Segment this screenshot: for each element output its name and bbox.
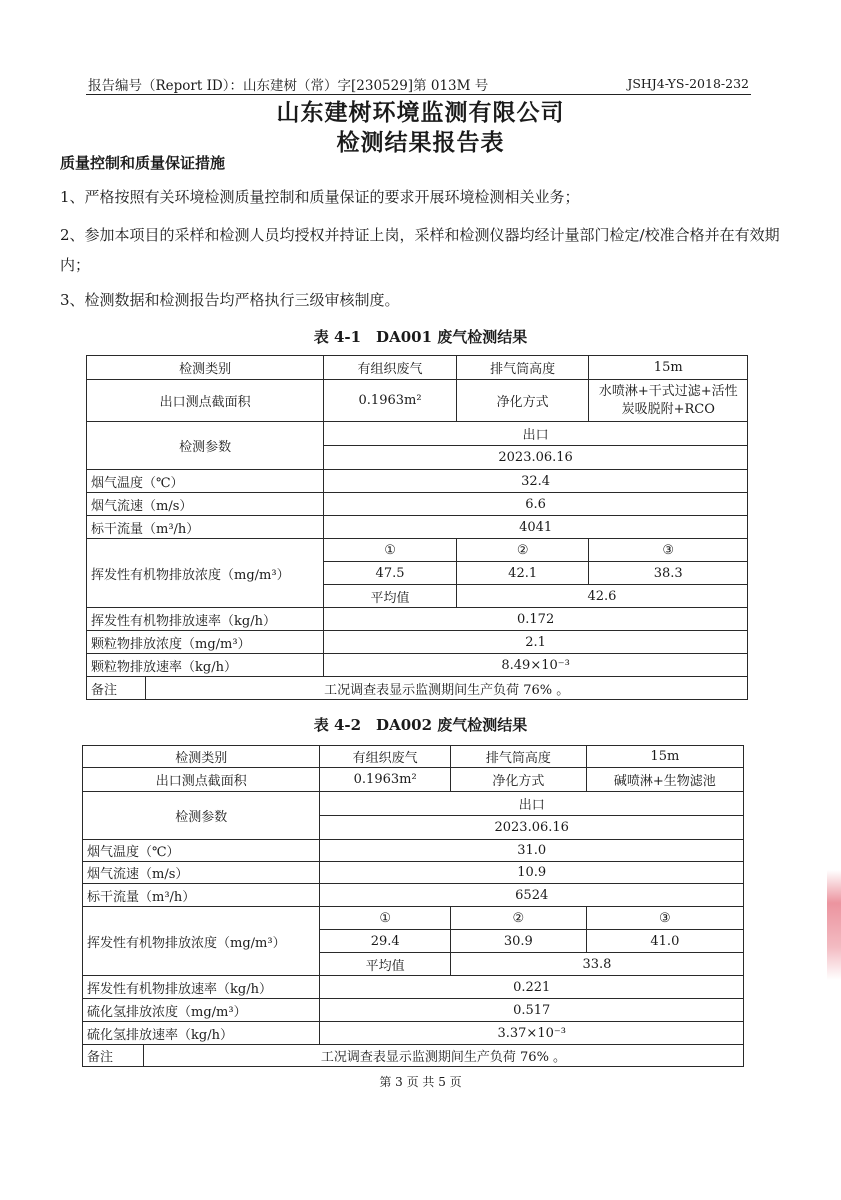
type-value: 有组织废气: [320, 746, 450, 768]
temp-label: 烟气温度（℃）: [87, 470, 324, 493]
particulate-rate-label: 颗粒物排放速率（kg/h）: [87, 654, 324, 677]
seal-stamp-edge: [827, 870, 841, 980]
purify-value: 水喷淋+干式过滤+活性炭吸脱附+RCO: [589, 380, 748, 422]
sample-1-marker: ①: [320, 907, 450, 930]
h2s-rate-label: 硫化氢排放速率（kg/h）: [83, 1022, 320, 1045]
speed-value: 6.6: [324, 493, 748, 516]
sample-2-value: 30.9: [450, 930, 586, 953]
table-1-caption: 表 4-1 DA001 废气检测结果: [313, 328, 528, 346]
sample-3-marker: ③: [586, 907, 743, 930]
temp-value: 32.4: [324, 470, 748, 493]
average-value: 42.6: [456, 585, 747, 608]
note-value: 工况调查表显示监测期间生产负荷 76% 。: [143, 1045, 743, 1067]
flow-value: 6524: [320, 884, 744, 907]
purify-label: 净化方式: [456, 380, 589, 422]
voc-concentration-label: 挥发性有机物排放浓度（mg/m³）: [83, 907, 320, 976]
sample-2-marker: ②: [456, 539, 589, 562]
purify-value: 碱喷淋+生物滤池: [586, 768, 743, 792]
speed-label: 烟气流速（m/s）: [83, 862, 320, 884]
temp-value: 31.0: [320, 840, 744, 862]
sample-3-value: 38.3: [589, 562, 748, 585]
particulate-concentration-value: 2.1: [324, 631, 748, 654]
temp-label: 烟气温度（℃）: [83, 840, 320, 862]
sample-2-marker: ②: [450, 907, 586, 930]
note-label: 备注: [87, 677, 146, 700]
speed-value: 10.9: [320, 862, 744, 884]
area-value: 0.1963m²: [324, 380, 457, 422]
sample-date: 2023.06.16: [324, 446, 748, 470]
stack-height-label: 排气筒高度: [456, 356, 589, 380]
paragraph-2: 2、参加本项目的采样和检测人员均授权并持证上岗，采样和检测仪器均经计量部门检定/校准合格并在有效期内；: [60, 226, 780, 274]
outlet-label: 出口: [320, 792, 744, 816]
section-title: 质量控制和质量保证措施: [60, 154, 226, 172]
table-da002: [82, 745, 744, 1067]
flow-label: 标干流量（m³/h）: [87, 516, 324, 539]
sample-1-value: 29.4: [320, 930, 450, 953]
report-id: 报告编号（Report ID）：山东建树（常）字[230529]第 013M 号: [88, 78, 489, 94]
param-label: 检测参数: [87, 422, 324, 470]
table-da001: [86, 355, 748, 700]
note-value: 工况调查表显示监测期间生产负荷 76% 。: [146, 677, 748, 700]
average-label: 平均值: [324, 585, 457, 608]
particulate-concentration-label: 颗粒物排放浓度（mg/m³）: [87, 631, 324, 654]
sample-1-marker: ①: [324, 539, 457, 562]
paragraph-3: 3、检测数据和检测报告均严格执行三级审核制度。: [60, 291, 400, 309]
voc-rate-label: 挥发性有机物排放速率（kg/h）: [83, 976, 320, 999]
sample-3-value: 41.0: [586, 930, 743, 953]
voc-rate-value: 0.172: [324, 608, 748, 631]
flow-label: 标干流量（m³/h）: [83, 884, 320, 907]
param-label: 检测参数: [83, 792, 320, 840]
area-label: 出口测点截面积: [83, 768, 320, 792]
stack-height-label: 排气筒高度: [450, 746, 586, 768]
stack-height-value: 15m: [586, 746, 743, 768]
paragraph-1: 1、严格按照有关环境检测质量控制和质量保证的要求开展环境检测相关业务；: [60, 188, 580, 206]
speed-label: 烟气流速（m/s）: [87, 493, 324, 516]
average-value: 33.8: [450, 953, 743, 976]
h2s-concentration-value: 0.517: [320, 999, 744, 1022]
average-label: 平均值: [320, 953, 450, 976]
page-footer: 第 3 页 共 5 页: [379, 1075, 462, 1089]
outlet-label: 出口: [324, 422, 748, 446]
type-value: 有组织废气: [324, 356, 457, 380]
voc-rate-label: 挥发性有机物排放速率（kg/h）: [87, 608, 324, 631]
flow-value: 4041: [324, 516, 748, 539]
sample-date: 2023.06.16: [320, 816, 744, 840]
report-title: 检测结果报告表: [336, 129, 505, 156]
area-value: 0.1963m²: [320, 768, 450, 792]
voc-rate-value: 0.221: [320, 976, 744, 999]
stack-height-value: 15m: [589, 356, 748, 380]
report-header: [86, 72, 751, 95]
type-label: 检测类别: [87, 356, 324, 380]
particulate-rate-value: 8.49×10⁻³: [324, 654, 748, 677]
h2s-concentration-label: 硫化氢排放浓度（mg/m³）: [83, 999, 320, 1022]
type-label: 检测类别: [83, 746, 320, 768]
sample-3-marker: ③: [589, 539, 748, 562]
purify-label: 净化方式: [450, 768, 586, 792]
h2s-rate-value: 3.37×10⁻³: [320, 1022, 744, 1045]
table-2-caption: 表 4-2 DA002 废气检测结果: [313, 716, 528, 734]
company-title: 山东建树环境监测有限公司: [276, 99, 565, 126]
sample-2-value: 42.1: [456, 562, 589, 585]
note-label: 备注: [83, 1045, 144, 1067]
area-label: 出口测点截面积: [87, 380, 324, 422]
voc-concentration-label: 挥发性有机物排放浓度（mg/m³）: [87, 539, 324, 608]
document-code: JSHJ4-YS-2018-232: [627, 76, 749, 91]
sample-1-value: 47.5: [324, 562, 457, 585]
